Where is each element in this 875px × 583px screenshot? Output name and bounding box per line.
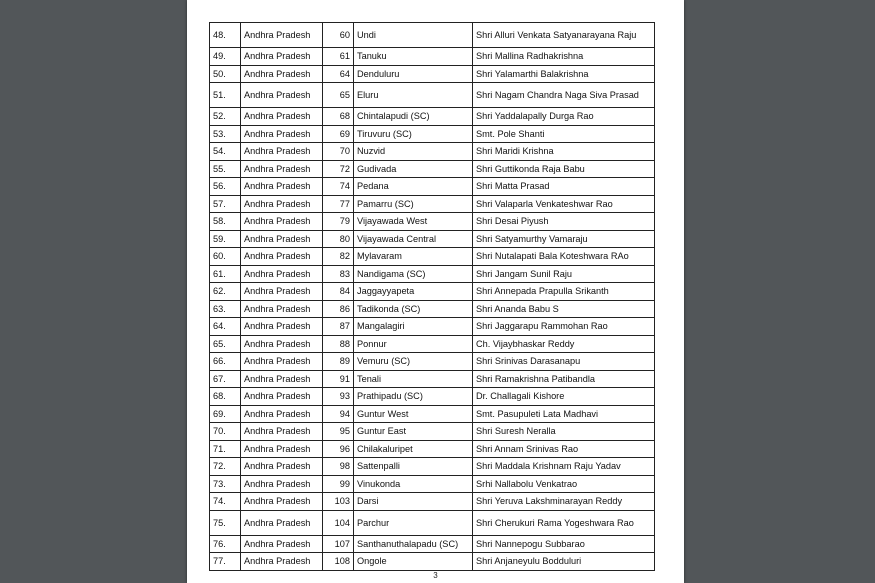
table-row <box>210 23 655 48</box>
state-cell: Andhra Pradesh <box>241 48 323 66</box>
candidate-table <box>209 22 655 571</box>
state-cell: Andhra Pradesh <box>241 475 323 493</box>
constituency-number-cell: 94 <box>323 405 354 423</box>
candidate-name-cell: Smt. Pole Shanti <box>473 125 655 143</box>
constituency-number-cell: 74 <box>323 178 354 196</box>
constituency-name-cell: Prathipadu (SC) <box>354 388 473 406</box>
table-row <box>210 283 655 301</box>
constituency-name-cell: Jaggayyapeta <box>354 283 473 301</box>
serial-number-cell: 75. <box>210 510 241 535</box>
candidate-name-cell: Ch. Vijaybhaskar Reddy <box>473 335 655 353</box>
table-row <box>210 125 655 143</box>
candidate-name-cell: Shri Cherukuri Rama Yogeshwara Rao <box>473 510 655 535</box>
state-cell: Andhra Pradesh <box>241 353 323 371</box>
constituency-number-cell: 93 <box>323 388 354 406</box>
constituency-name-cell: Tanuku <box>354 48 473 66</box>
constituency-number-cell: 95 <box>323 423 354 441</box>
constituency-name-cell: Pedana <box>354 178 473 196</box>
serial-number-cell: 68. <box>210 388 241 406</box>
constituency-number-cell: 68 <box>323 108 354 126</box>
table-row <box>210 353 655 371</box>
table-row <box>210 230 655 248</box>
constituency-number-cell: 61 <box>323 48 354 66</box>
table-row <box>210 265 655 283</box>
constituency-name-cell: Parchur <box>354 510 473 535</box>
constituency-number-cell: 103 <box>323 493 354 511</box>
table-row <box>210 405 655 423</box>
table-row <box>210 388 655 406</box>
candidate-name-cell: Shri Ramakrishna Patibandla <box>473 370 655 388</box>
constituency-number-cell: 83 <box>323 265 354 283</box>
candidate-name-cell: Shri Ananda Babu S <box>473 300 655 318</box>
candidate-name-cell: Shri Yalamarthi Balakrishna <box>473 65 655 83</box>
constituency-name-cell: Vijayawada West <box>354 213 473 231</box>
constituency-number-cell: 69 <box>323 125 354 143</box>
constituency-name-cell: Ponnur <box>354 335 473 353</box>
constituency-name-cell: Eluru <box>354 83 473 108</box>
constituency-number-cell: 89 <box>323 353 354 371</box>
constituency-name-cell: Nandigama (SC) <box>354 265 473 283</box>
candidate-name-cell: Shri Valaparla Venkateshwar Rao <box>473 195 655 213</box>
constituency-name-cell: Guntur West <box>354 405 473 423</box>
constituency-name-cell: Tiruvuru (SC) <box>354 125 473 143</box>
table-row <box>210 65 655 83</box>
constituency-name-cell: Vemuru (SC) <box>354 353 473 371</box>
candidate-name-cell: Smt. Pasupuleti Lata Madhavi <box>473 405 655 423</box>
state-cell: Andhra Pradesh <box>241 318 323 336</box>
state-cell: Andhra Pradesh <box>241 300 323 318</box>
serial-number-cell: 73. <box>210 475 241 493</box>
constituency-number-cell: 96 <box>323 440 354 458</box>
table-row <box>210 178 655 196</box>
constituency-number-cell: 98 <box>323 458 354 476</box>
serial-number-cell: 70. <box>210 423 241 441</box>
table-row <box>210 335 655 353</box>
constituency-name-cell: Vinukonda <box>354 475 473 493</box>
candidate-name-cell: Srhi Nallabolu Venkatrao <box>473 475 655 493</box>
state-cell: Andhra Pradesh <box>241 65 323 83</box>
serial-number-cell: 58. <box>210 213 241 231</box>
table-row <box>210 195 655 213</box>
constituency-name-cell: Ongole <box>354 553 473 571</box>
candidate-name-cell: Shri Annepada Prapulla Srikanth <box>473 283 655 301</box>
state-cell: Andhra Pradesh <box>241 230 323 248</box>
constituency-number-cell: 70 <box>323 143 354 161</box>
table-row <box>210 475 655 493</box>
serial-number-cell: 61. <box>210 265 241 283</box>
state-cell: Andhra Pradesh <box>241 23 323 48</box>
constituency-name-cell: Darsi <box>354 493 473 511</box>
candidate-name-cell: Shri Satyamurthy Vamaraju <box>473 230 655 248</box>
serial-number-cell: 72. <box>210 458 241 476</box>
serial-number-cell: 74. <box>210 493 241 511</box>
constituency-number-cell: 64 <box>323 65 354 83</box>
serial-number-cell: 50. <box>210 65 241 83</box>
serial-number-cell: 59. <box>210 230 241 248</box>
state-cell: Andhra Pradesh <box>241 83 323 108</box>
state-cell: Andhra Pradesh <box>241 108 323 126</box>
constituency-name-cell: Tenali <box>354 370 473 388</box>
state-cell: Andhra Pradesh <box>241 265 323 283</box>
candidate-name-cell: Shri Alluri Venkata Satyanarayana Raju <box>473 23 655 48</box>
serial-number-cell: 69. <box>210 405 241 423</box>
page-number: 3 <box>433 571 438 580</box>
constituency-number-cell: 87 <box>323 318 354 336</box>
serial-number-cell: 66. <box>210 353 241 371</box>
serial-number-cell: 48. <box>210 23 241 48</box>
candidate-name-cell: Shri Maridi Krishna <box>473 143 655 161</box>
candidate-table-body <box>210 23 655 571</box>
candidate-name-cell: Shri Nutalapati Bala Koteshwara RAo <box>473 248 655 266</box>
constituency-number-cell: 107 <box>323 535 354 553</box>
constituency-number-cell: 79 <box>323 213 354 231</box>
constituency-name-cell: Tadikonda (SC) <box>354 300 473 318</box>
candidate-name-cell: Shri Nannepogu Subbarao <box>473 535 655 553</box>
serial-number-cell: 64. <box>210 318 241 336</box>
candidate-name-cell: Shri Jangam Sunil Raju <box>473 265 655 283</box>
serial-number-cell: 60. <box>210 248 241 266</box>
candidate-name-cell: Shri Srinivas Darasanapu <box>473 353 655 371</box>
serial-number-cell: 54. <box>210 143 241 161</box>
state-cell: Andhra Pradesh <box>241 388 323 406</box>
state-cell: Andhra Pradesh <box>241 213 323 231</box>
candidate-name-cell: Shri Yeruva Lakshminarayan Reddy <box>473 493 655 511</box>
table-row <box>210 160 655 178</box>
constituency-number-cell: 72 <box>323 160 354 178</box>
constituency-number-cell: 91 <box>323 370 354 388</box>
state-cell: Andhra Pradesh <box>241 248 323 266</box>
table-row <box>210 510 655 535</box>
candidate-name-cell: Shri Suresh Neralla <box>473 423 655 441</box>
constituency-number-cell: 80 <box>323 230 354 248</box>
candidate-name-cell: Shri Desai Piyush <box>473 213 655 231</box>
constituency-number-cell: 104 <box>323 510 354 535</box>
state-cell: Andhra Pradesh <box>241 125 323 143</box>
candidate-name-cell: Shri Anjaneyulu Bodduluri <box>473 553 655 571</box>
table-row <box>210 318 655 336</box>
state-cell: Andhra Pradesh <box>241 493 323 511</box>
table-row <box>210 423 655 441</box>
candidate-name-cell: Shri Matta Prasad <box>473 178 655 196</box>
table-row <box>210 370 655 388</box>
constituency-number-cell: 86 <box>323 300 354 318</box>
constituency-name-cell: Guntur East <box>354 423 473 441</box>
constituency-number-cell: 84 <box>323 283 354 301</box>
candidate-name-cell: Shri Nagam Chandra Naga Siva Prasad <box>473 83 655 108</box>
constituency-name-cell: Mangalagiri <box>354 318 473 336</box>
state-cell: Andhra Pradesh <box>241 283 323 301</box>
state-cell: Andhra Pradesh <box>241 178 323 196</box>
state-cell: Andhra Pradesh <box>241 458 323 476</box>
candidate-name-cell: Shri Yaddalapally Durga Rao <box>473 108 655 126</box>
table-row <box>210 440 655 458</box>
table-row <box>210 458 655 476</box>
serial-number-cell: 77. <box>210 553 241 571</box>
table-row <box>210 48 655 66</box>
serial-number-cell: 62. <box>210 283 241 301</box>
state-cell: Andhra Pradesh <box>241 553 323 571</box>
serial-number-cell: 67. <box>210 370 241 388</box>
table-row <box>210 248 655 266</box>
candidate-name-cell: Shri Annam Srinivas Rao <box>473 440 655 458</box>
state-cell: Andhra Pradesh <box>241 405 323 423</box>
state-cell: Andhra Pradesh <box>241 535 323 553</box>
candidate-name-cell: Shri Mallina Radhakrishna <box>473 48 655 66</box>
serial-number-cell: 52. <box>210 108 241 126</box>
constituency-name-cell: Vijayawada Central <box>354 230 473 248</box>
state-cell: Andhra Pradesh <box>241 195 323 213</box>
constituency-number-cell: 77 <box>323 195 354 213</box>
table-row <box>210 108 655 126</box>
state-cell: Andhra Pradesh <box>241 423 323 441</box>
state-cell: Andhra Pradesh <box>241 143 323 161</box>
candidate-name-cell: Shri Guttikonda Raja Babu <box>473 160 655 178</box>
candidate-name-cell: Dr. Challagali Kishore <box>473 388 655 406</box>
constituency-number-cell: 88 <box>323 335 354 353</box>
constituency-name-cell: Gudivada <box>354 160 473 178</box>
serial-number-cell: 76. <box>210 535 241 553</box>
constituency-name-cell: Nuzvid <box>354 143 473 161</box>
constituency-number-cell: 60 <box>323 23 354 48</box>
state-cell: Andhra Pradesh <box>241 510 323 535</box>
constituency-name-cell: Santhanuthalapadu (SC) <box>354 535 473 553</box>
serial-number-cell: 71. <box>210 440 241 458</box>
state-cell: Andhra Pradesh <box>241 440 323 458</box>
constituency-name-cell: Chilakaluripet <box>354 440 473 458</box>
table-row <box>210 143 655 161</box>
table-row <box>210 493 655 511</box>
table-row <box>210 300 655 318</box>
document-page <box>187 0 684 583</box>
table-row <box>210 83 655 108</box>
constituency-number-cell: 65 <box>323 83 354 108</box>
state-cell: Andhra Pradesh <box>241 160 323 178</box>
constituency-number-cell: 99 <box>323 475 354 493</box>
constituency-name-cell: Mylavaram <box>354 248 473 266</box>
table-row <box>210 213 655 231</box>
constituency-name-cell: Pamarru (SC) <box>354 195 473 213</box>
serial-number-cell: 63. <box>210 300 241 318</box>
state-cell: Andhra Pradesh <box>241 370 323 388</box>
constituency-name-cell: Chintalapudi (SC) <box>354 108 473 126</box>
serial-number-cell: 56. <box>210 178 241 196</box>
constituency-number-cell: 108 <box>323 553 354 571</box>
table-row <box>210 535 655 553</box>
serial-number-cell: 65. <box>210 335 241 353</box>
candidate-name-cell: Shri Maddala Krishnam Raju Yadav <box>473 458 655 476</box>
constituency-name-cell: Undi <box>354 23 473 48</box>
candidate-name-cell: Shri Jaggarapu Rammohan Rao <box>473 318 655 336</box>
constituency-name-cell: Sattenpalli <box>354 458 473 476</box>
constituency-number-cell: 82 <box>323 248 354 266</box>
serial-number-cell: 55. <box>210 160 241 178</box>
constituency-name-cell: Denduluru <box>354 65 473 83</box>
serial-number-cell: 53. <box>210 125 241 143</box>
serial-number-cell: 51. <box>210 83 241 108</box>
table-row <box>210 553 655 571</box>
state-cell: Andhra Pradesh <box>241 335 323 353</box>
serial-number-cell: 49. <box>210 48 241 66</box>
serial-number-cell: 57. <box>210 195 241 213</box>
